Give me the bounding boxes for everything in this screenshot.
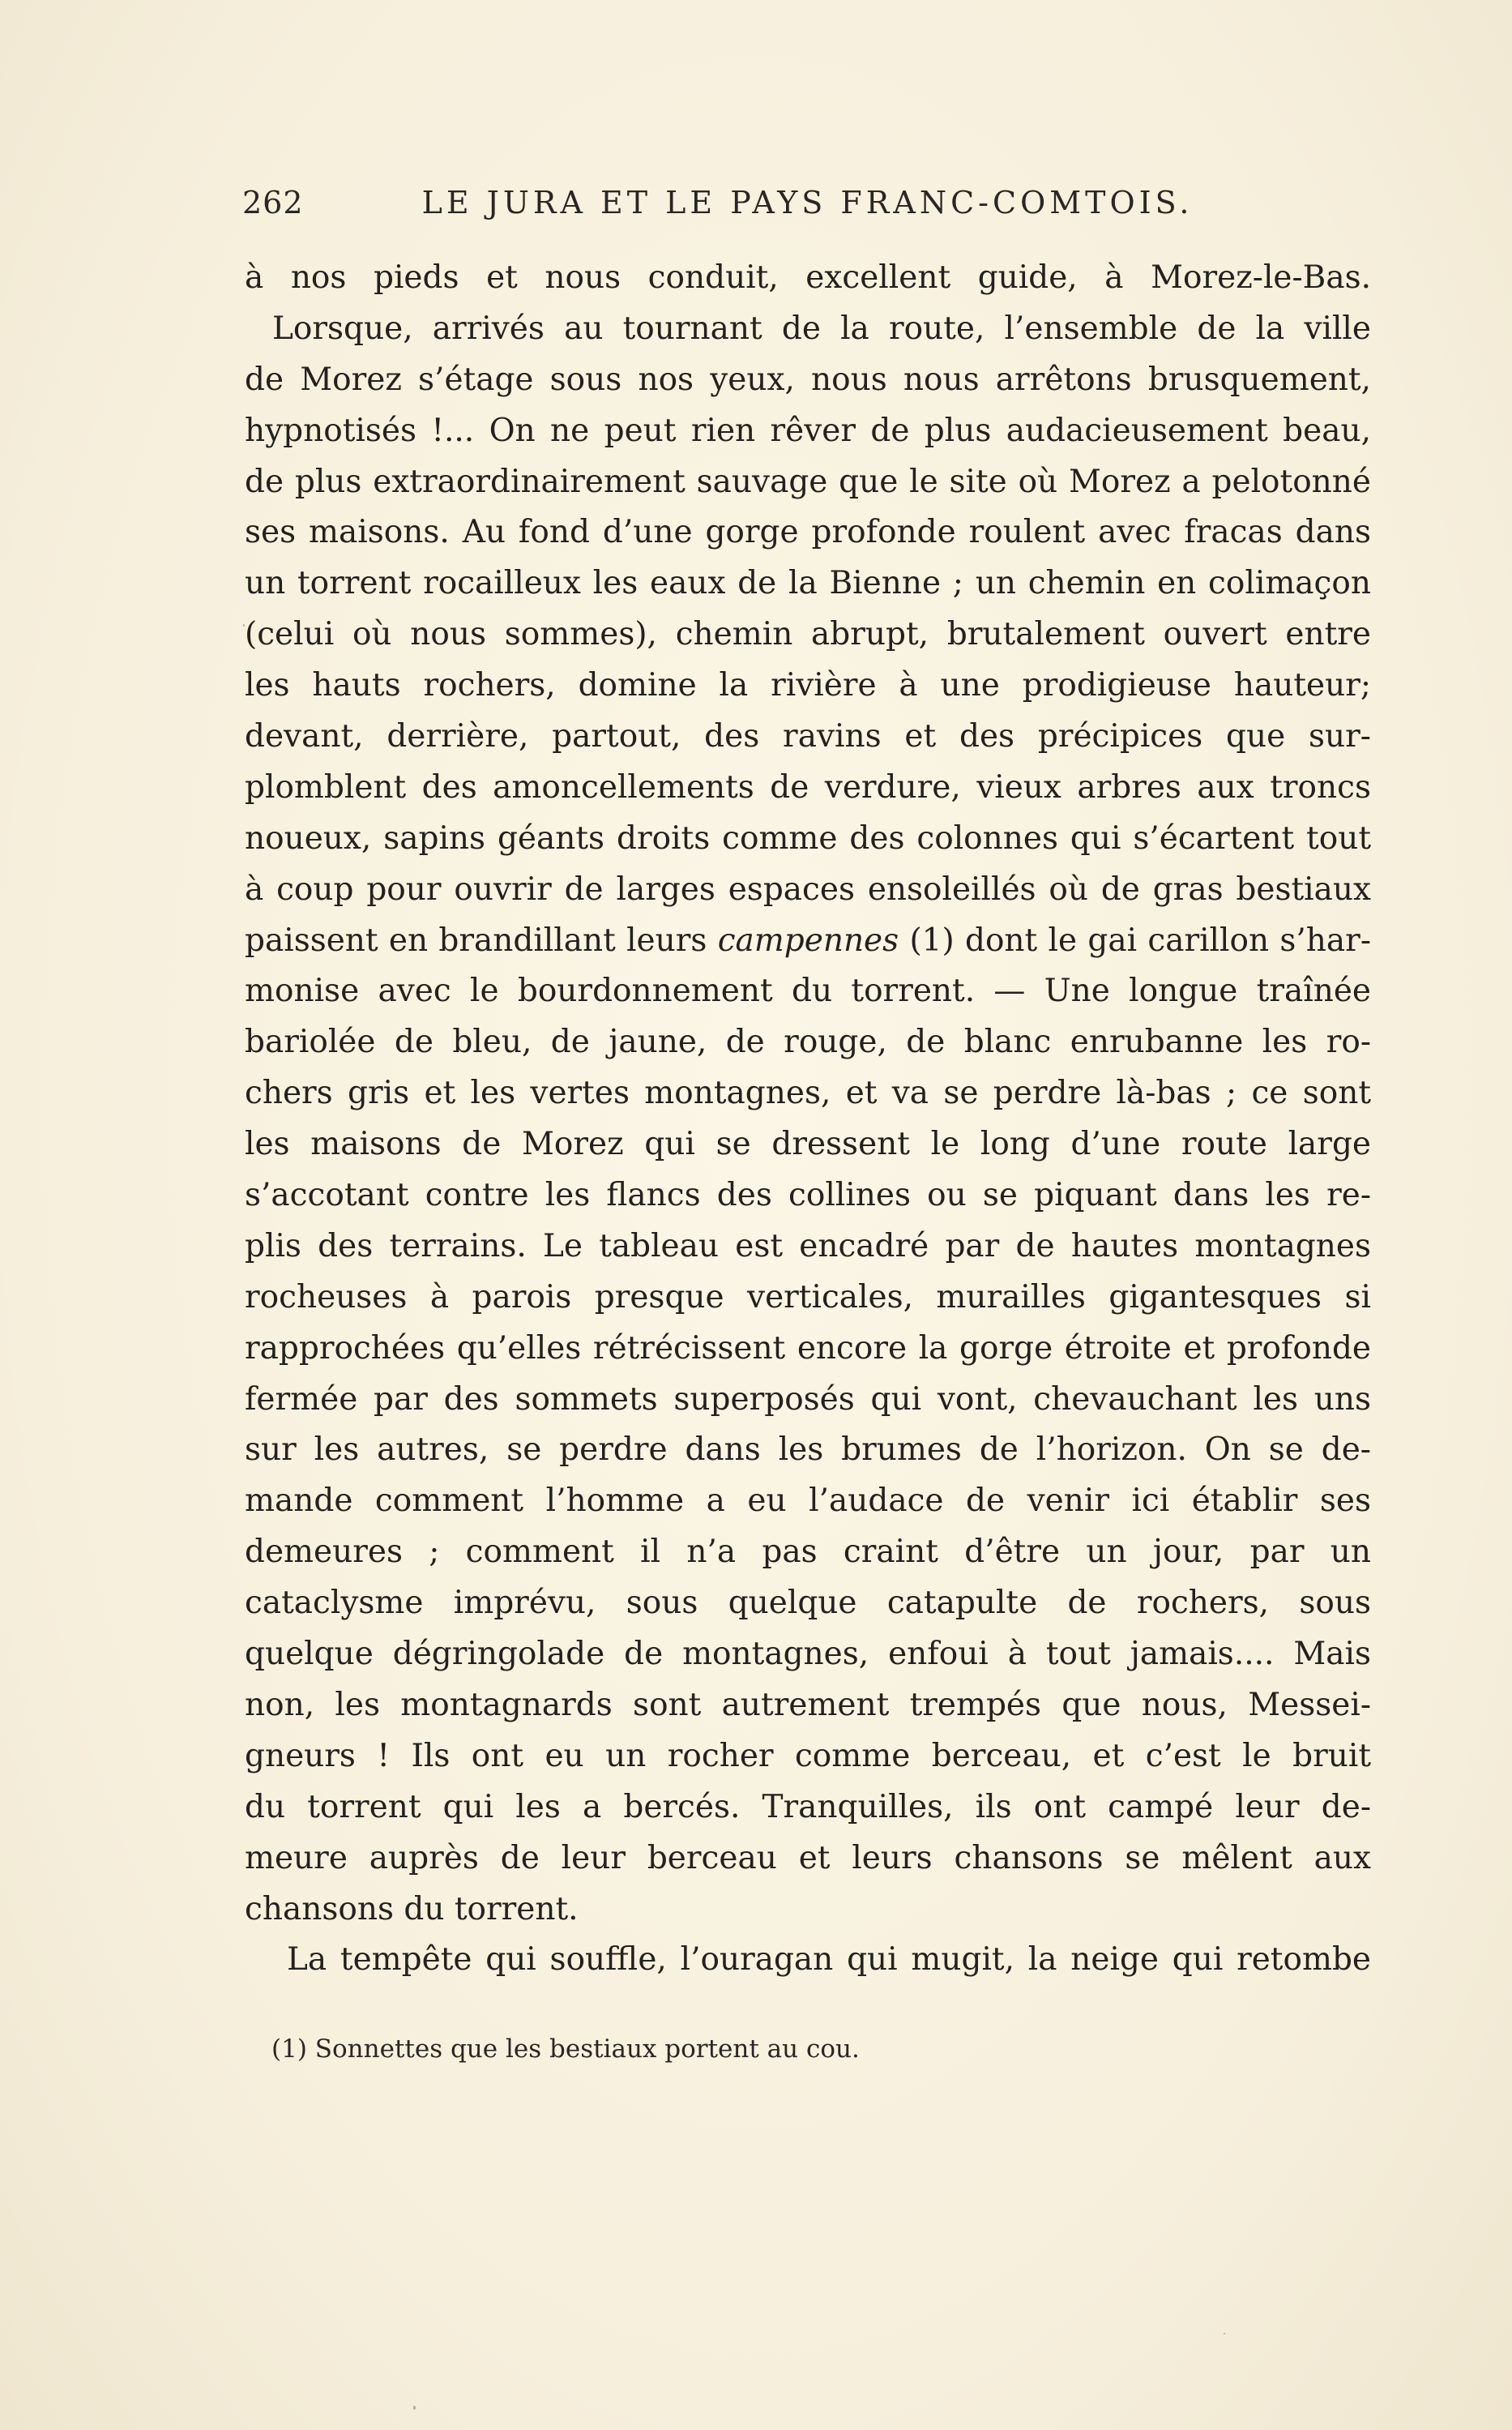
text-line: non, les montagnards sont autrement trempés que nous, Messei-	[245, 1686, 1371, 1723]
body-text	[245, 253, 1371, 1986]
text-line: La tempête qui souffle, l’ouragan qui mugit, la neige qui retombe	[287, 1941, 1371, 1979]
text-line: les maisons de Morez qui se dressent le long d’une route large	[245, 1126, 1371, 1163]
text-line: devant, derrière, partout, des ravins et des précipices que sur-	[245, 718, 1371, 755]
text-line: de Morez s’étage sous nos yeux, nous nous arrêtons brusquement,	[245, 361, 1371, 398]
italic-word: campennes	[717, 922, 899, 959]
paper-speck	[243, 624, 245, 627]
page-header	[242, 185, 1373, 233]
text-line: les hauts rochers, domine la rivière à une prodigieuse hauteur;	[245, 667, 1371, 704]
text-line: noueux, sapins géants droits comme des colonnes qui s’écartent tout	[245, 819, 1371, 857]
text-line: (celui où nous sommes), chemin abrupt, brutalement ouvert entre	[245, 616, 1371, 653]
text-line: meure auprès de leur berceau et leurs chansons se mêlent aux	[245, 1839, 1371, 1876]
text-line: un torrent rocailleux les eaux de la Bienne ; un chemin en colimaçon	[245, 565, 1371, 602]
text-line: plis des terrains. Le tableau est encadré par de hautes montagnes	[245, 1227, 1371, 1264]
text-line: mande comment l’homme a eu l’audace de venir ici établir ses	[245, 1482, 1371, 1520]
text-line: gneurs ! Ils ont eu un rocher comme berceau, et c’est le bruit	[245, 1737, 1371, 1774]
paper-speck	[413, 2406, 416, 2410]
text-line: monise avec le bourdonnement du torrent. — Une longue traînée	[245, 973, 1371, 1010]
text-line: bariolée de bleu, de jaune, de rouge, de blanc enrubanne les ro-	[245, 1024, 1371, 1061]
text-line: quelque dégringolade de montagnes, enfoui à tout jamais.... Mais	[245, 1636, 1371, 1673]
text-line: fermée par des sommets superposés qui vont, chevauchant les uns	[245, 1380, 1371, 1418]
text-line: rocheuses à parois presque verticales, murailles gigantesques si	[245, 1278, 1371, 1316]
text-line: rapprochées qu’elles rétrécissent encore la gorge étroite et profonde	[245, 1329, 1371, 1367]
text-segment: paissent en brandillant leurs	[245, 922, 718, 959]
text-line: de plus extraordinairement sauvage que le site où Morez a pelotonné	[245, 463, 1371, 500]
page-number: 262	[242, 185, 304, 220]
text-line: plomblent des amoncellements de verdure, vieux arbres aux troncs	[245, 768, 1371, 806]
text-line: à coup pour ouvrir de larges espaces ensoleillés où de gras bestiaux	[245, 871, 1371, 908]
text-line-with-footnote-ref	[245, 916, 1371, 967]
paper-speck	[1224, 2333, 1225, 2334]
text-line: chansons du torrent.	[245, 1890, 579, 1927]
text-line: cataclysme imprévu, sous quelque catapulte de rochers, sous	[245, 1585, 1371, 1622]
text-segment: (1) dont le gai carillon s’har-	[899, 922, 1371, 959]
text-line: s’accotant contre les flancs des collines ou se piquant dans les re-	[245, 1177, 1371, 1214]
text-line: à nos pieds et nous conduit, excellent guide, à Morez-le-Bas.	[245, 259, 1371, 296]
text-line: demeures ; comment il n’a pas craint d’être un jour, par un	[245, 1534, 1371, 1571]
text-line: ses maisons. Au fond d’une gorge profonde roulent avec fracas dans	[245, 514, 1371, 551]
text-line: hypnotisés !... On ne peut rien rêver de plus audacieusement beau,	[245, 412, 1371, 449]
text-line: du torrent qui les a bercés. Tranquilles, ils ont campé leur de-	[245, 1788, 1371, 1825]
running-title: LE JURA ET LE PAYS FRANC-COMTOIS.	[421, 185, 1194, 220]
text-line: chers gris et les vertes montagnes, et va se perdre là-bas ; ce sont	[245, 1075, 1371, 1112]
footnote: (1) Sonnettes que les bestiaux portent au cou.	[271, 2034, 860, 2064]
text-line: sur les autres, se perdre dans les brumes de l’horizon. On se de-	[245, 1431, 1371, 1469]
text-line: Lorsque, arrivés au tournant de la route, l’ensemble de la ville	[272, 310, 1371, 347]
